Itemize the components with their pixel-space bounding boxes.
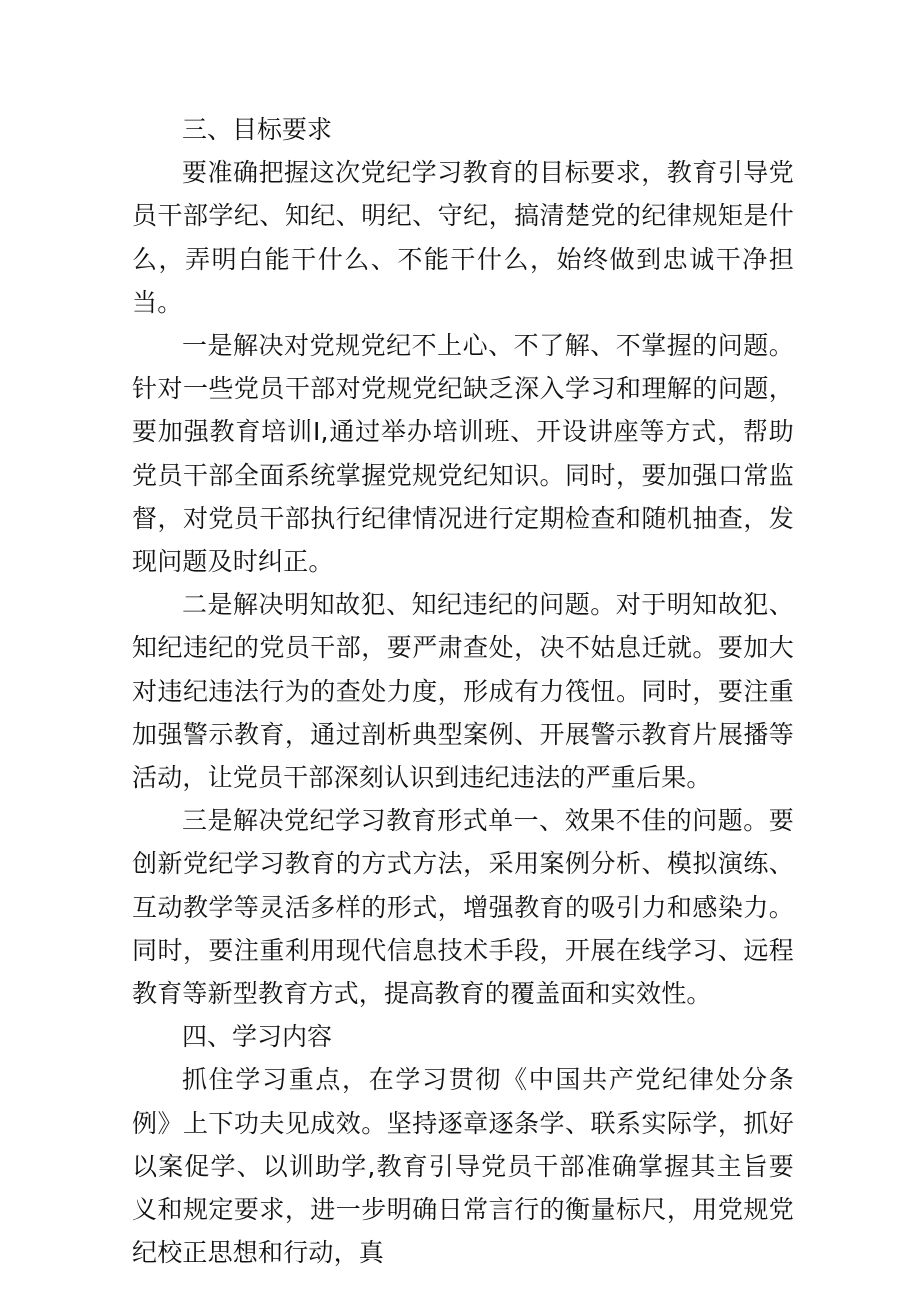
paragraph-point-three: 三是解决党纪学习教育形式单一、效果不佳的问题。要创新党纪学习教育的方式方法，采用案例分析、模拟演练、互动教学等灵活多样的形式，增强教育的吸引力和感染力。同时，要注重利用现代信息技术手段，开展在线学习、远程教育等新型教育方式，提高教育的覆盖面和实效性。 <box>132 806 794 1009</box>
document-body <box>132 108 794 1274</box>
section-heading-goals: 三、目标要求 <box>182 115 333 144</box>
paragraph-point-one: 一是解决对党规党纪不上心、不了解、不掌握的问题。针对一些党员干部对党规党纪缺乏深入学习和理解的问题，要加强教育培训I,通过举办培训班、开设讲座等方式，帮助党员干部全面系统掌握党规党纪知识。同时，要加强口常监督，对党员干部执行纪律情况进行定期检查和随机抽查，发现问题及时纠正。 <box>132 331 794 577</box>
paragraph-point-two: 二是解决明知故犯、知纪违纪的问题。对于明知故犯、知纪违纪的党员干部，要严肃查处，决不姑息迁就。要加大对违纪违法行为的查处力度，形成有力筏忸。同时，要注重加强警示教育，通过剖析典型案例、开展警示教育片展播等活动，让党员干部深刻认识到违纪违法的严重后果。 <box>132 590 794 793</box>
section-heading-content: 四、学习内容 <box>182 1022 333 1052</box>
paragraph-content-intro: 抓住学习重点，在学习贯彻《中国共产党纪律处分条例》上下功夫见成效。坚持逐章逐条学、联系实际学，抓好以案促学、以训助学,教育引导党员干部准确掌握其主旨要义和规定要求，进一步明确日常言行的衡量标尺，用党规党纪校正思想和行动，真 <box>132 1065 794 1268</box>
paragraph-goals-intro: 要准确把握这次党纪学习教育的目标要求，教育引导党员干部学纪、知纪、明纪、守纪，搞清楚党的纪律规矩是什么，弄明白能干什么、不能干什么，始终做到忠诚干净担当。 <box>132 158 794 317</box>
